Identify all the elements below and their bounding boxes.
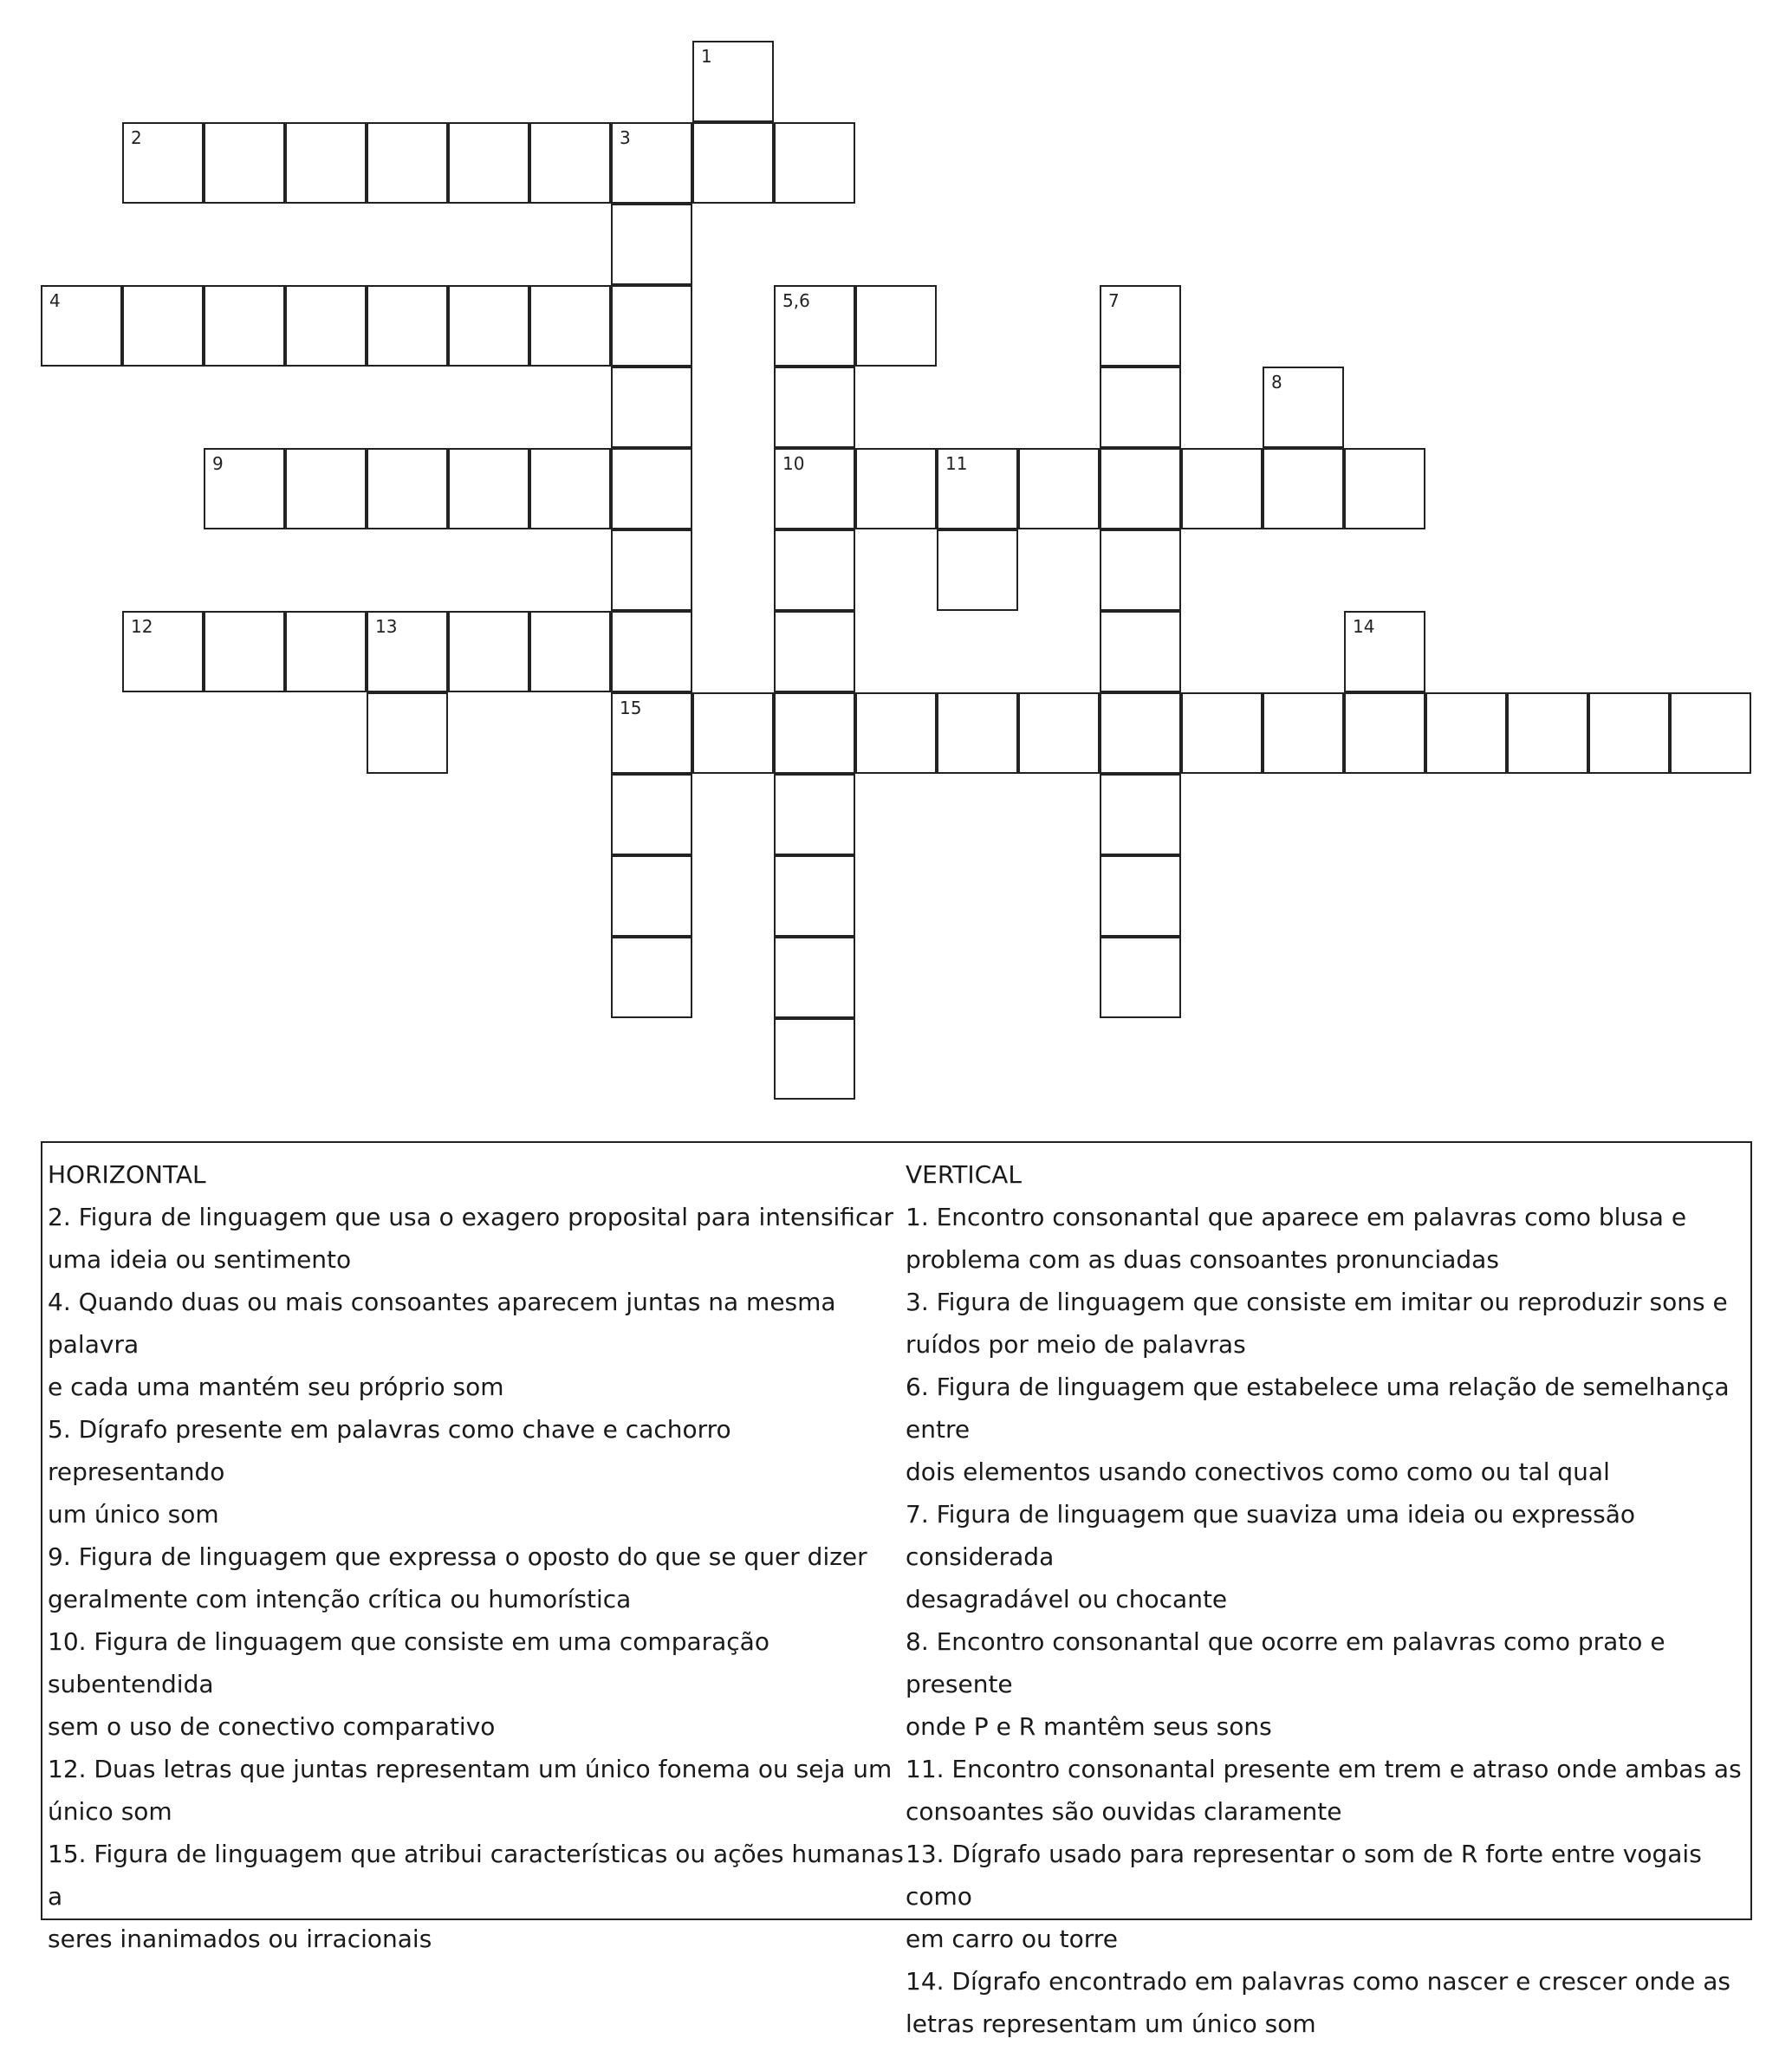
grid-cell[interactable] xyxy=(448,448,529,529)
clue-line: 14. Dígrafo encontrado em palavras como nascer e crescer onde as xyxy=(906,1967,1730,1996)
grid-cell[interactable] xyxy=(529,285,611,367)
clue-number: 10 xyxy=(782,453,805,474)
clue-number: 9 xyxy=(212,453,224,474)
grid-cell[interactable] xyxy=(774,367,855,448)
grid-cell[interactable] xyxy=(285,448,367,529)
clue-number: 12 xyxy=(131,616,153,637)
grid-cell[interactable] xyxy=(529,448,611,529)
grid-cell[interactable] xyxy=(367,122,448,204)
grid-cell[interactable] xyxy=(774,855,855,937)
grid-cell[interactable] xyxy=(611,529,692,611)
clue-number: 15 xyxy=(620,698,642,718)
grid-cell[interactable] xyxy=(774,937,855,1018)
grid-cell[interactable] xyxy=(611,692,692,774)
clue-line: uma ideia ou sentimento xyxy=(48,1245,352,1274)
grid-cell[interactable] xyxy=(774,529,855,611)
clue-line: 1. Encontro consonantal que aparece em palavras como blusa e xyxy=(906,1203,1687,1231)
grid-cell[interactable] xyxy=(367,448,448,529)
horizontal-clues xyxy=(48,1153,906,1960)
clue-number: 8 xyxy=(1271,372,1282,393)
vertical-clues xyxy=(906,1153,1746,2045)
clue-line: 4. Quando duas ou mais consoantes aparecem juntas na mesma palavra xyxy=(48,1288,836,1359)
clue-line: ruídos por meio de palavras xyxy=(906,1330,1246,1359)
grid-cell[interactable] xyxy=(367,285,448,367)
clue-line: dois elementos usando conectivos como como ou tal qual xyxy=(906,1457,1610,1486)
grid-cell[interactable] xyxy=(1100,529,1181,611)
clue-number: 3 xyxy=(620,127,631,148)
grid-cell[interactable] xyxy=(367,611,448,692)
grid-cell[interactable] xyxy=(1344,692,1425,774)
grid-cell[interactable] xyxy=(611,204,692,285)
grid-cell[interactable] xyxy=(448,122,529,204)
grid-cell[interactable] xyxy=(529,122,611,204)
grid-cell[interactable] xyxy=(41,285,122,367)
grid-cell[interactable] xyxy=(529,611,611,692)
clue-number: 7 xyxy=(1108,290,1120,311)
grid-cell[interactable] xyxy=(285,611,367,692)
clue-line: 13. Dígrafo usado para representar o som de R forte entre vogais como xyxy=(906,1840,1702,1911)
grid-cell[interactable] xyxy=(1018,448,1100,529)
grid-cell[interactable] xyxy=(204,611,285,692)
grid-cell[interactable] xyxy=(774,774,855,855)
clues-box xyxy=(41,1141,1752,2038)
grid-cell[interactable] xyxy=(611,367,692,448)
clue-line: 3. Figura de linguagem que consiste em imitar ou reproduzir sons e xyxy=(906,1288,1728,1316)
clue-number: 4 xyxy=(49,290,61,311)
clue-line: e cada uma mantém seu próprio som xyxy=(48,1373,504,1401)
grid-cell[interactable] xyxy=(1100,692,1181,774)
grid-cell[interactable] xyxy=(285,122,367,204)
grid-cell[interactable] xyxy=(1100,448,1181,529)
grid-cell[interactable] xyxy=(611,774,692,855)
grid-cell[interactable] xyxy=(692,122,774,204)
grid-cell[interactable] xyxy=(1100,937,1181,1018)
grid-cell[interactable] xyxy=(1181,692,1263,774)
grid-cell[interactable] xyxy=(611,937,692,1018)
grid-cell[interactable] xyxy=(1181,448,1263,529)
grid-cell[interactable] xyxy=(122,285,204,367)
clue-line: 15. Figura de linguagem que atribui características ou ações humanas a xyxy=(48,1840,904,1911)
clue-line: 7. Figura de linguagem que suaviza uma ideia ou expressão considerada xyxy=(906,1500,1635,1571)
grid-cell[interactable] xyxy=(611,448,692,529)
grid-cell[interactable] xyxy=(1100,611,1181,692)
clue-line: seres inanimados ou irracionais xyxy=(48,1925,432,1953)
grid-cell[interactable] xyxy=(774,122,855,204)
grid-cell[interactable] xyxy=(122,122,204,204)
clue-line: desagradável ou chocante xyxy=(906,1585,1228,1613)
grid-cell[interactable] xyxy=(855,448,937,529)
grid-cell[interactable] xyxy=(774,1018,855,1100)
clue-number: 1 xyxy=(701,46,712,67)
grid-cell[interactable] xyxy=(855,285,937,367)
clue-line: sem o uso de conectivo comparativo xyxy=(48,1712,496,1741)
grid-cell[interactable] xyxy=(774,285,855,367)
grid-cell[interactable] xyxy=(611,611,692,692)
grid-cell[interactable] xyxy=(1100,367,1181,448)
clue-number: 2 xyxy=(131,127,142,148)
clue-line: 12. Duas letras que juntas representam um único fonema ou seja um xyxy=(48,1755,893,1783)
grid-cell[interactable] xyxy=(204,448,285,529)
grid-cell[interactable] xyxy=(855,692,937,774)
grid-cell[interactable] xyxy=(937,692,1018,774)
grid-cell[interactable] xyxy=(937,529,1018,611)
clue-number: 14 xyxy=(1353,616,1375,637)
clue-line: 11. Encontro consonantal presente em trem e atraso onde ambas as xyxy=(906,1755,1742,1783)
grid-cell[interactable] xyxy=(1344,448,1425,529)
clue-line: geralmente com intenção crítica ou humorística xyxy=(48,1585,632,1613)
grid-cell[interactable] xyxy=(204,285,285,367)
grid-cell[interactable] xyxy=(1670,692,1751,774)
grid-cell[interactable] xyxy=(774,448,855,529)
horizontal-heading: HORIZONTAL xyxy=(48,1160,206,1189)
grid-cell[interactable] xyxy=(1100,855,1181,937)
vertical-heading: VERTICAL xyxy=(906,1160,1022,1189)
grid-cell[interactable] xyxy=(692,41,774,122)
clue-line: 2. Figura de linguagem que usa o exagero proposital para intensificar xyxy=(48,1203,894,1231)
grid-cell[interactable] xyxy=(1100,774,1181,855)
grid-cell[interactable] xyxy=(1018,692,1100,774)
grid-cell[interactable] xyxy=(204,122,285,204)
clue-line: 10. Figura de linguagem que consiste em uma comparação subentendida xyxy=(48,1627,769,1698)
clue-line: 6. Figura de linguagem que estabelece uma relação de semelhança entre xyxy=(906,1373,1730,1444)
grid-cell[interactable] xyxy=(611,855,692,937)
grid-cell[interactable] xyxy=(1263,367,1344,448)
clue-number: 11 xyxy=(945,453,968,474)
grid-cell[interactable] xyxy=(285,285,367,367)
clue-number: 5,6 xyxy=(782,290,810,311)
clue-line: 9. Figura de linguagem que expressa o oposto do que se quer dizer xyxy=(48,1542,867,1571)
grid-cell[interactable] xyxy=(774,611,855,692)
clue-line: letras representam um único som xyxy=(906,2009,1316,2038)
grid-cell[interactable] xyxy=(774,692,855,774)
clue-line: 8. Encontro consonantal que ocorre em palavras como prato e presente xyxy=(906,1627,1665,1698)
grid-cell[interactable] xyxy=(448,285,529,367)
grid-cell[interactable] xyxy=(448,611,529,692)
clue-line: único som xyxy=(48,1797,172,1826)
grid-cell[interactable] xyxy=(1344,611,1425,692)
grid-cell[interactable] xyxy=(692,692,774,774)
grid-cell[interactable] xyxy=(1507,692,1588,774)
grid-cell[interactable] xyxy=(937,448,1018,529)
clue-line: onde P e R mantêm seus sons xyxy=(906,1712,1272,1741)
clue-line: um único som xyxy=(48,1500,219,1529)
clue-line: problema com as duas consoantes pronunciadas xyxy=(906,1245,1499,1274)
grid-cell[interactable] xyxy=(611,285,692,367)
grid-cell[interactable] xyxy=(122,611,204,692)
grid-cell[interactable] xyxy=(1588,692,1670,774)
grid-cell[interactable] xyxy=(1425,692,1507,774)
grid-cell[interactable] xyxy=(1100,285,1181,367)
clue-number: 13 xyxy=(375,616,398,637)
grid-cell[interactable] xyxy=(367,692,448,774)
grid-cell[interactable] xyxy=(611,122,692,204)
clue-line: em carro ou torre xyxy=(906,1925,1118,1953)
grid-cell[interactable] xyxy=(1263,448,1344,529)
clue-line: consoantes são ouvidas claramente xyxy=(906,1797,1342,1826)
grid-cell[interactable] xyxy=(1263,692,1344,774)
clue-line: 5. Dígrafo presente em palavras como chave e cachorro representando xyxy=(48,1415,731,1486)
